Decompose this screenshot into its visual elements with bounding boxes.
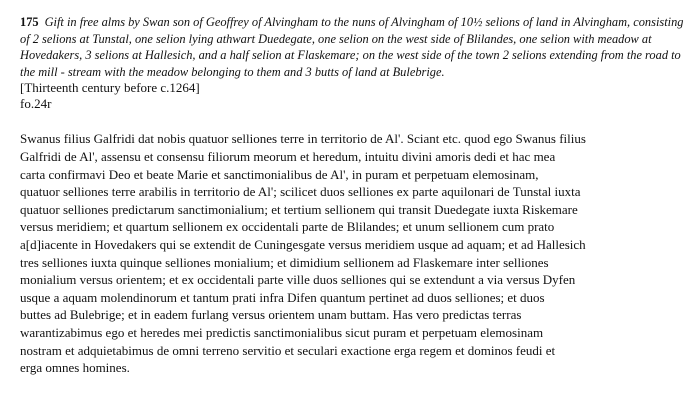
- charter-line: a[d]iacente in Hovedakers qui se extendit de Cuningesgate versus meridiem usque ad aquam; et ad Hallesich: [20, 236, 586, 252]
- entry-date: [Thirteenth century before c.1264]: [20, 80, 200, 96]
- entry-heading: [20, 14, 688, 80]
- charter-text: [20, 130, 688, 376]
- charter-line: buttes ad Bulebrige; et in eadem furlang versus orientem unam buttam. Has vero predictas terras: [20, 307, 522, 323]
- charter-line: monialium versus orientem; et ex occidentali parte ville duos selliones qui se extendunt a via versus Dyfen: [20, 272, 576, 288]
- charter-line: quatuor selliones predictarum sanctimonialium; et tertium sellionem qui transit Duedegate iuxta Riskemare: [20, 201, 578, 217]
- charter-line: quatuor selliones terre arabilis in territorio de Al'; scilicet duos selliones ex parte aquilonari de Tunstal iuxta: [20, 184, 581, 200]
- charter-line: carta confirmavi Deo et beate Marie et sanctimonialibus de Al', in puram et perpetuam elemosinam,: [20, 166, 539, 182]
- charter-line: erga omnes homines.: [20, 360, 130, 376]
- charter-line: tres selliones iuxta quinque selliones monialium; et dimidium sellionem ad Flaskemare inter selliones: [20, 254, 549, 270]
- charter-line: Galfridi de Al', assensu et consensu filiorum meorum et heredum, intuitu divini amoris dedi et hac mea: [20, 148, 556, 164]
- folio-reference: fo.24r: [20, 96, 52, 112]
- charter-line: versus meridiem; et quartum sellionem ex occidentali parte de Blilandes; et unum sellionem cum prato: [20, 219, 555, 235]
- charter-line: warantizabimus ego et heredes mei predictis sanctimonialibus sicut puram et perpetuam elemosinam: [20, 324, 544, 340]
- charter-line: Swanus filius Galfridi dat nobis quatuor selliones terre in territorio de Al'. Sciant etc. quod ego Swanus filius: [20, 131, 586, 147]
- entry-number: 175: [20, 15, 39, 29]
- charter-line: usque a aquam molendinorum et tantum prati infra Difen quantum pertinet ad duos selliones; et duos: [20, 289, 545, 305]
- charter-line: nostram et adquietabimus de omni terreno servitio et seculari exactione erga regem et dominos feudi et: [20, 342, 556, 358]
- entry-summary: Gift in free alms by Swan son of Geoffrey of Alvingham to the nuns of Alvingham of 10½ selions of land in Alvingham, consisting of 2 selions at Tunstal, one selion lying athwart Duedegate, one selion on the west side of Blilandes, one selion with meadow at Hovedakers, 3 selions at Hallesich, and a half selion at Flaskemare; on the west side of the town 2 selions extending from the road to the mill - stream with the meadow belonging to them and 3 butts of land at Bulebrige.: [20, 15, 684, 79]
